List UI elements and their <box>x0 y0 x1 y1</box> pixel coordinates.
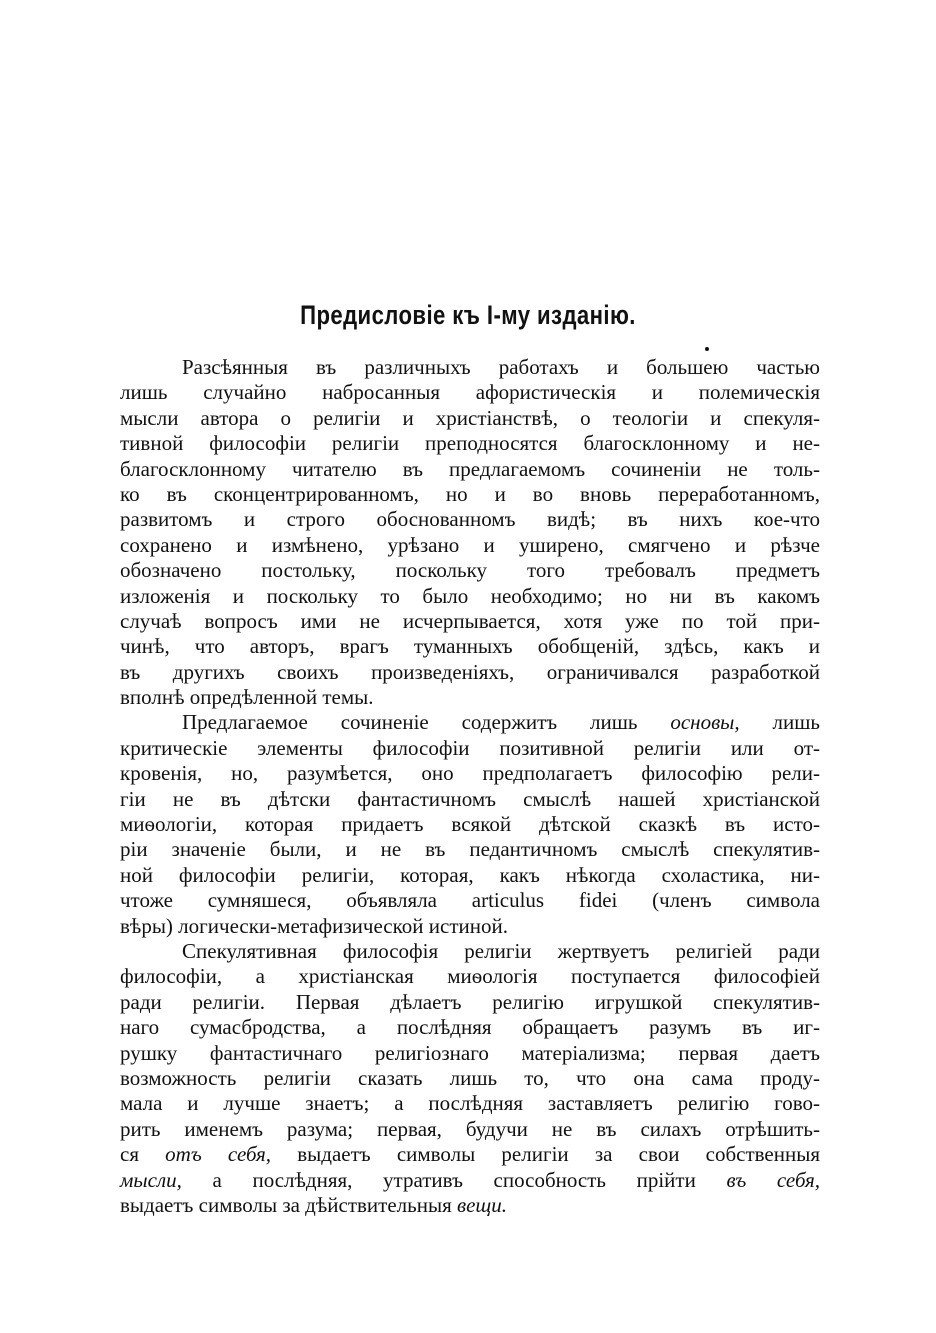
paragraph-3 <box>120 939 820 1218</box>
text-run: а послѣдняя, утративъ способность прійти <box>212 1167 696 1192</box>
italic-text: вещи. <box>456 1192 508 1217</box>
text-line: ко въ сконцентрированномъ, но и во вновь переработанномъ, <box>120 481 820 506</box>
text-run: выдаетъ символы религіи за свои собственныя <box>297 1142 821 1167</box>
text-run: выдаетъ символы за дѣйствительныя <box>120 1192 452 1217</box>
paragraph-1 <box>120 355 820 710</box>
text-line: сохранено и измѣнено, урѣзано и уширено, смягчено и рѣзче <box>120 532 820 557</box>
text-line: мысли автора о религіи и христіанствѣ, о теологіи и спекуля- <box>120 405 820 430</box>
text-line: ной философіи религіи, которая, какъ нѣкогда схоластика, ни- <box>120 862 820 887</box>
italic-text: мысли, <box>120 1167 182 1192</box>
paragraph-2 <box>120 710 820 939</box>
ink-speck <box>705 347 709 351</box>
text-line: возможность религіи сказать лишь то, что она сама проду- <box>120 1065 820 1090</box>
text-line: наго сумасбродства, а послѣдняя обращаетъ разумъ въ иг- <box>120 1015 820 1040</box>
text-line: изложенія и поскольку то было необходимо; но ни въ какомъ <box>120 583 820 608</box>
text-line: мала и лучше знаетъ; а послѣдняя заставляетъ религію гово- <box>120 1091 820 1116</box>
italic-text: отъ себя, <box>165 1142 272 1167</box>
page-body <box>120 355 820 1218</box>
text-line: развитомъ и строго обоснованномъ видѣ; въ нихъ кое-что <box>120 507 820 532</box>
text-run: лишь <box>772 710 820 735</box>
page-title: Предисловіе къ I-му изданію. <box>300 300 636 330</box>
text-line: критическіе элементы философіи позитивной религіи или от- <box>120 735 820 760</box>
text-line: миѳологіи, которая придаетъ всякой дѣтской сказкѣ въ исто- <box>120 812 820 837</box>
text-run: ся <box>120 1142 139 1167</box>
text-line: вполнѣ опредѣленной темы. <box>120 685 374 710</box>
italic-text: въ себя, <box>726 1167 820 1192</box>
text-line: философіи, а христіанская миѳологія поступается философіей <box>120 964 820 989</box>
text-line: гіи не въ дѣтски фантастичномъ смыслѣ нашей христіанской <box>120 786 820 811</box>
text-line: Спекулятивная философія религіи жертвуетъ религіей ради <box>182 938 820 963</box>
text-line: обозначено постольку, поскольку того требовалъ предметъ <box>120 558 820 583</box>
text-line: вѣры) логически-метафизической истиной. <box>120 913 508 938</box>
italic-text: основы, <box>670 710 740 735</box>
text-line: лишь случайно набросанныя афористическія и полемическія <box>120 380 820 405</box>
text-line: рушку фантастичнаго религіознаго матеріализма; первая даетъ <box>120 1040 820 1065</box>
text-line: чтоже сумняшеся, объявляла articulus fidei (членъ символа <box>120 888 820 913</box>
text-line: благосклонному читателю въ предлагаемомъ сочиненіи не толь- <box>120 456 820 481</box>
text-line <box>120 1168 820 1193</box>
text-line <box>120 1193 820 1218</box>
text-line <box>120 710 820 735</box>
text-line: ради религіи. Первая дѣлаетъ религію игрушкой спекулятив- <box>120 989 820 1014</box>
text-line: тивной философіи религіи преподносятся благосклонному и не- <box>120 431 820 456</box>
text-run: Предлагаемое сочиненіе содержитъ лишь <box>182 710 638 735</box>
text-line <box>120 1142 820 1167</box>
text-line: Разсѣянныя въ различныхъ работахъ и большею частью <box>182 355 820 379</box>
text-line: кровенія, но, разумѣется, оно предполагаетъ философію рели- <box>120 761 820 786</box>
text-line: случаѣ вопросъ ими не исчерпывается, хотя уже по той при- <box>120 608 820 633</box>
text-line: чинѣ, что авторъ, врагъ туманныхъ обобщеній, здѣсь, какъ и <box>120 634 820 659</box>
text-line: рить именемъ разума; первая, будучи не въ силахъ отрѣшить- <box>120 1116 820 1141</box>
text-line: въ другихъ своихъ произведеніяхъ, ограничивался разработкой <box>120 659 820 684</box>
text-line: ріи значеніе были, и не въ педантичномъ смыслѣ спекулятив- <box>120 837 820 862</box>
